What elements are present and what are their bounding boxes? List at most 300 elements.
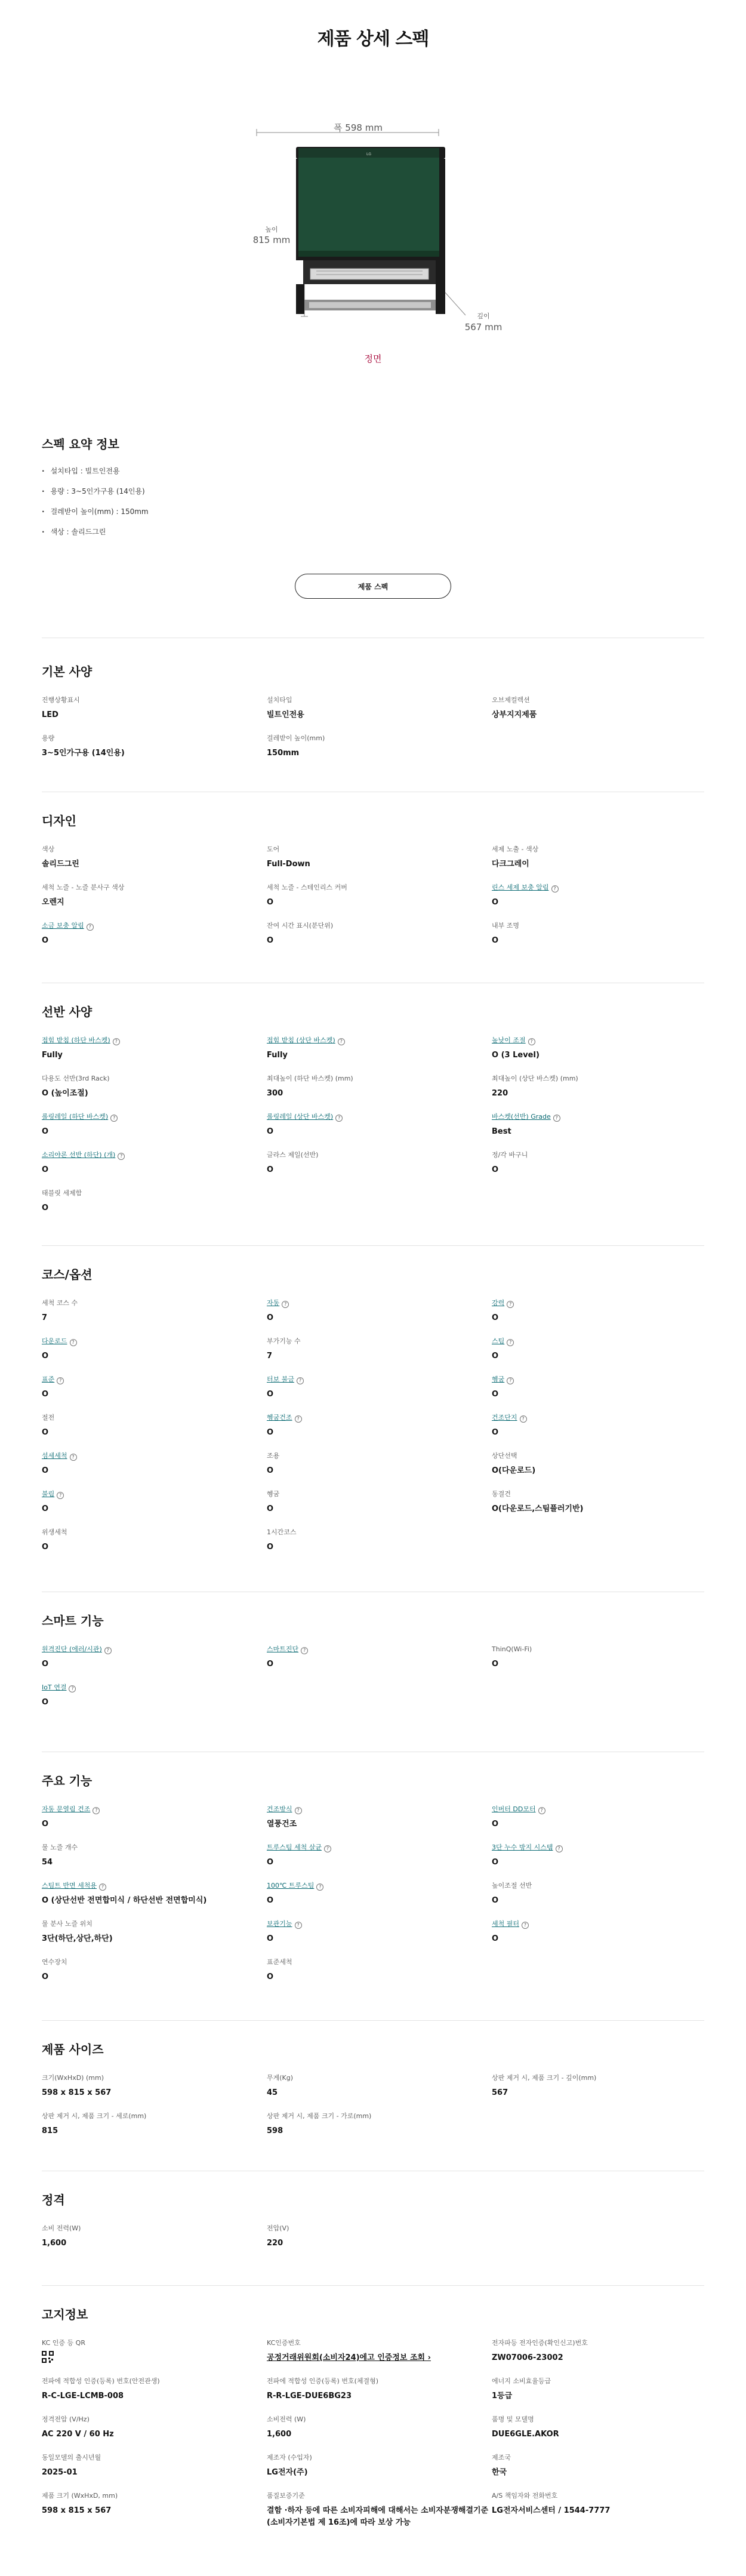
- spec-label-link[interactable]: [492, 1298, 704, 1309]
- spec-item: [42, 921, 267, 949]
- spec-value: 3단(하단,상단,하단): [42, 1934, 113, 1943]
- spec-value: O: [492, 1165, 499, 1174]
- spec-label: [42, 2491, 267, 2501]
- help-icon[interactable]: ?: [324, 1845, 331, 1852]
- spec-value: O: [492, 1313, 499, 1322]
- spec-value: O (상단선반 전면합미식 / 하단선반 전면합미식): [42, 1896, 207, 1905]
- spec-label-text: 설치타입: [267, 696, 292, 704]
- help-icon[interactable]: ?: [93, 1807, 100, 1814]
- spec-label-link[interactable]: [42, 1451, 267, 1461]
- spec-value: O: [267, 936, 274, 945]
- spec-item: [42, 1412, 267, 1441]
- spec-label: [267, 1150, 492, 1161]
- spec-item: [42, 1188, 267, 1217]
- spec-label: [267, 2223, 492, 2234]
- spec-value: 오렌지: [42, 898, 64, 907]
- spec-value: O: [267, 1428, 274, 1437]
- spec-item: [42, 2223, 267, 2252]
- spec-item: [267, 1451, 492, 1479]
- spec-label-link[interactable]: [492, 1336, 704, 1347]
- spec-label-text: 상판 제거 시, 제품 크기 - 가로(mm): [267, 2112, 372, 2120]
- spec-value: O: [42, 1127, 49, 1136]
- help-icon[interactable]: ?: [282, 1301, 289, 1308]
- spec-label-link[interactable]: [267, 1644, 492, 1655]
- spec-item: [492, 1150, 704, 1178]
- spec-label-text: 바스켓(선반) Grade: [492, 1113, 551, 1121]
- spec-label-text: 품질보증기준: [267, 2492, 305, 2500]
- spec-value: O: [42, 1352, 49, 1361]
- spec-value: O: [267, 1934, 274, 1943]
- spec-label-text: 스팀트 반면 세척용: [42, 1882, 97, 1889]
- spec-label-link[interactable]: [42, 1035, 267, 1046]
- spec-value: O: [267, 1466, 274, 1475]
- spec-label: [42, 882, 267, 893]
- section-title: 선반 사양: [42, 1005, 93, 1019]
- help-icon[interactable]: ?: [507, 1377, 514, 1384]
- spec-label-text: 세척 필터: [492, 1920, 520, 1928]
- spec-section-basic: [42, 663, 704, 762]
- spec-value: O: [42, 1972, 49, 1981]
- spec-value: O (3 Level): [492, 1051, 540, 1060]
- spec-item: [492, 1336, 704, 1365]
- spec-item: [42, 1682, 267, 1711]
- help-icon[interactable]: ?: [553, 1115, 560, 1122]
- spec-value: LG전자(주): [267, 2468, 308, 2477]
- spec-value: O: [42, 1165, 49, 1174]
- spec-label-text: 자동 문열림 건조: [42, 1805, 91, 1813]
- spec-label: [267, 882, 492, 893]
- help-icon[interactable]: ?: [295, 1922, 302, 1929]
- spec-label-text: IoT 연결: [42, 1684, 67, 1691]
- spec-label: [492, 1644, 704, 1655]
- spec-label-text: 접힘 받침 (하단 바스켓): [42, 1036, 110, 1044]
- divider: [42, 1245, 704, 1246]
- spec-value: Best: [492, 1127, 511, 1136]
- spec-label-link[interactable]: [492, 882, 704, 893]
- spec-label-text: 높이조절 선반: [492, 1882, 532, 1889]
- spec-label-text: 전자파등 전자인증(확인신고)번호: [492, 2339, 588, 2347]
- spec-item: [267, 1073, 492, 1102]
- spec-label-text: 전파에 적합성 인증(등록) 번호(안전관생): [42, 2377, 160, 2385]
- help-icon[interactable]: ?: [99, 1883, 106, 1891]
- spec-item: [492, 1298, 704, 1327]
- spec-item: [492, 2338, 704, 2366]
- spec-value: 598: [267, 2126, 283, 2135]
- spec-label: [42, 733, 267, 744]
- spec-label-text: 최대높이 (하단 바스켓) (mm): [267, 1075, 353, 1082]
- spec-item: [42, 882, 267, 911]
- spec-label: [492, 2414, 704, 2425]
- spec-value: O: [42, 936, 49, 945]
- spec-label: [42, 2414, 267, 2425]
- spec-label: [492, 2073, 704, 2083]
- spec-label-text: 도어: [267, 845, 280, 853]
- spec-item: [267, 1298, 492, 1327]
- spec-label-link[interactable]: [267, 1881, 492, 1891]
- spec-item: [492, 1919, 704, 1947]
- help-icon[interactable]: ?: [113, 1038, 120, 1045]
- spec-label: [42, 2338, 267, 2349]
- spec-label-text: 에너지 소비효율등급: [492, 2377, 551, 2385]
- spec-label-text: A/S 책임자와 전화번호: [492, 2492, 558, 2500]
- spec-value: ZW07006-23002: [492, 2353, 563, 2362]
- help-icon[interactable]: ?: [87, 924, 94, 931]
- spec-label-link[interactable]: [42, 1804, 267, 1815]
- spec-label-text: 상판 제거 시, 제품 크기 - 세로(mm): [42, 2112, 147, 2120]
- spec-summary: [42, 435, 704, 546]
- spec-item: [267, 1035, 492, 1064]
- spec-item: [42, 1336, 267, 1365]
- help-icon[interactable]: ?: [338, 1038, 345, 1045]
- spec-label-text: 스마트진단: [267, 1645, 299, 1653]
- spec-item: [492, 1451, 704, 1479]
- spec-value: 2025-01: [42, 2468, 78, 2477]
- spec-item: [42, 695, 267, 724]
- spec-value: O: [42, 1466, 49, 1475]
- spec-item: [267, 1527, 492, 1556]
- spec-label: [267, 695, 492, 706]
- section-title: 스마트 기능: [42, 1614, 104, 1628]
- help-icon[interactable]: ?: [70, 1454, 77, 1461]
- spec-value: O: [42, 1390, 49, 1399]
- spec-value: O: [492, 1934, 499, 1943]
- spec-item: [267, 1842, 492, 1871]
- spec-label-link[interactable]: [42, 1644, 267, 1655]
- spec-value: O: [267, 1660, 274, 1669]
- help-icon[interactable]: ?: [110, 1115, 118, 1122]
- spec-label-link[interactable]: [267, 1035, 492, 1046]
- spec-label-link[interactable]: [492, 1842, 704, 1853]
- spec-value: O: [42, 1820, 49, 1829]
- svg-text:LG: LG: [366, 152, 371, 156]
- spec-label-text: 걸레받이 높이(mm): [267, 734, 325, 742]
- spec-label: [267, 2111, 492, 2122]
- spec-value-link[interactable]: 공정거래위원회(소비자24)에고 인증정보 조회 ›: [267, 2353, 431, 2362]
- spec-label-text: 롤링레일 (하단 바스켓): [42, 1113, 109, 1121]
- spec-item: [267, 2376, 492, 2405]
- spec-item: [492, 1489, 704, 1518]
- spec-item: [492, 2414, 704, 2443]
- spec-label-text: 소비전력 (W): [267, 2415, 306, 2423]
- spec-label-text: 연수장치: [42, 1958, 67, 1966]
- spec-label-text: KC 인증 등 QR: [42, 2339, 85, 2347]
- spec-item: [42, 1842, 267, 1871]
- spec-value: O: [267, 1972, 274, 1981]
- spec-label-text: 소금 보충 알림: [42, 922, 84, 930]
- help-icon[interactable]: ?: [507, 1339, 514, 1346]
- depth-dimension-value: 567 mm: [464, 322, 503, 333]
- spec-label-link[interactable]: [492, 1112, 704, 1122]
- product-spec-button[interactable]: 제품 스펙: [295, 574, 451, 599]
- spec-value: 220: [267, 2239, 283, 2248]
- section-title: 정격: [42, 2193, 65, 2207]
- spec-label-link[interactable]: [42, 921, 267, 931]
- spec-label: [492, 921, 704, 931]
- spec-value: O: [492, 1660, 499, 1669]
- spec-grid: [42, 844, 704, 949]
- help-icon[interactable]: ?: [57, 1377, 64, 1384]
- spec-value: O: [267, 1313, 274, 1322]
- front-view-label: 정면: [364, 353, 382, 364]
- spec-label-text: 높낮이 조절: [492, 1036, 526, 1044]
- help-icon[interactable]: ?: [556, 1845, 563, 1852]
- spec-value: 815: [42, 2126, 58, 2135]
- help-icon[interactable]: ?: [335, 1115, 343, 1122]
- spec-label: [492, 1073, 704, 1084]
- spec-label-text: 원격진단 (에러/시관): [42, 1645, 102, 1653]
- spec-item: [267, 2338, 492, 2366]
- spec-item: [42, 1150, 267, 1178]
- spec-label-link[interactable]: [267, 1298, 492, 1309]
- spec-grid: [42, 1035, 704, 1217]
- spec-section-notice: [42, 2306, 704, 2527]
- spec-value: O (높이조절): [42, 1089, 88, 1098]
- spec-label-text: 절전: [42, 1414, 55, 1421]
- spec-summary-list: [42, 465, 704, 546]
- help-icon[interactable]: ?: [57, 1492, 64, 1499]
- spec-item: [492, 1035, 704, 1064]
- spec-label-text: 트루스팀 세척 살균: [267, 1843, 322, 1851]
- help-icon[interactable]: ?: [507, 1301, 514, 1308]
- help-icon[interactable]: ?: [316, 1883, 323, 1891]
- help-icon[interactable]: ?: [295, 1807, 302, 1814]
- spec-value: O(다운로드,스팀플러기반): [492, 1504, 584, 1513]
- spec-label-link[interactable]: [42, 1682, 267, 1693]
- spec-item: [42, 2414, 267, 2443]
- spec-label: [42, 844, 267, 855]
- spec-value: O: [267, 1858, 274, 1867]
- spec-item: [492, 2491, 704, 2519]
- spec-label-link[interactable]: [42, 1336, 267, 1347]
- spec-value: LG전자서비스센터 / 1544-7777: [492, 2506, 611, 2515]
- spec-label: [267, 1073, 492, 1084]
- spec-item: [267, 1112, 492, 1140]
- spec-label-text: 3단 누수 방지 시스템: [492, 1843, 553, 1851]
- spec-item: [492, 1374, 704, 1403]
- spec-value: Fully: [267, 1051, 288, 1060]
- spec-label-text: 린스 세제 보충 알림: [492, 884, 549, 891]
- spec-label: [42, 1298, 267, 1309]
- spec-item: [42, 2073, 267, 2101]
- spec-value: O: [267, 1504, 274, 1513]
- help-icon[interactable]: ?: [528, 1038, 535, 1045]
- spec-label: [492, 1150, 704, 1161]
- spec-label-text: 크기(WxHxD) (mm): [42, 2074, 104, 2082]
- spec-section-course: [42, 1266, 704, 1556]
- spec-value: 1,600: [42, 2239, 67, 2248]
- spec-label: [267, 733, 492, 744]
- spec-item: [42, 1919, 267, 1947]
- spec-value: O: [492, 1390, 499, 1399]
- spec-label-text: 터보 불금: [267, 1375, 295, 1383]
- spec-value: O: [42, 1504, 49, 1513]
- spec-label-link[interactable]: [492, 1804, 704, 1815]
- spec-label-text: 건조방식: [267, 1805, 292, 1813]
- spec-section-size: [42, 2041, 704, 2140]
- spec-label-link[interactable]: [492, 1374, 704, 1385]
- spec-label: [267, 2376, 492, 2387]
- spec-label-text: 접힘 받침 (상단 바스켓): [267, 1036, 335, 1044]
- spec-label: [267, 1527, 492, 1538]
- spec-grid: [42, 1298, 704, 1556]
- spec-value: O: [42, 1428, 49, 1437]
- help-icon[interactable]: ?: [70, 1339, 77, 1346]
- help-icon[interactable]: ?: [295, 1415, 302, 1423]
- spec-item: [492, 2376, 704, 2405]
- spec-label: [42, 1188, 267, 1199]
- spec-label-text: 태블릿 세제함: [42, 1189, 82, 1197]
- spec-label: [42, 1073, 267, 1084]
- spec-value: 300: [267, 1089, 283, 1098]
- spec-label-text: 세척 노즐 - 스테인리스 커버: [267, 884, 347, 891]
- help-icon[interactable]: ?: [297, 1377, 304, 1384]
- spec-label-link[interactable]: [42, 1150, 267, 1161]
- spec-value: O: [42, 1204, 49, 1212]
- spec-label-text: 표준: [42, 1375, 55, 1383]
- spec-item: [492, 2073, 704, 2101]
- spec-label-link[interactable]: [42, 1112, 267, 1122]
- spec-label-text: 강력: [492, 1299, 505, 1307]
- spec-label-link[interactable]: [492, 1035, 704, 1046]
- spec-label: [42, 2452, 267, 2463]
- spec-label-text: 표준세척: [267, 1958, 292, 1966]
- spec-value: O: [492, 898, 499, 907]
- spec-label-link[interactable]: [492, 1919, 704, 1929]
- spec-item: [267, 921, 492, 949]
- spec-item: [267, 844, 492, 873]
- spec-label-text: 다운로드: [42, 1337, 67, 1345]
- spec-grid: [42, 2338, 704, 2527]
- spec-label: [267, 1489, 492, 1500]
- spec-label-link[interactable]: [267, 1112, 492, 1122]
- spec-label-text: KC인증번호: [267, 2339, 301, 2347]
- spec-label: [267, 844, 492, 855]
- height-dimension-value: 815 mm: [252, 235, 291, 245]
- spec-value: Full-Down: [267, 860, 310, 869]
- spec-item: [42, 1527, 267, 1556]
- spec-label: [42, 695, 267, 706]
- help-icon[interactable]: ?: [551, 885, 559, 892]
- spec-label: [42, 1919, 267, 1929]
- spec-item: [492, 882, 704, 911]
- spec-label-text: 헹굼: [492, 1375, 505, 1383]
- spec-item: [42, 1957, 267, 1986]
- spec-item: [267, 695, 492, 724]
- depth-dimension-label: 깊이: [477, 312, 490, 320]
- spec-value: O: [42, 1660, 49, 1669]
- spec-item: [267, 1881, 492, 1909]
- spec-label-link[interactable]: [42, 1489, 267, 1500]
- spec-item: [267, 2223, 492, 2252]
- spec-value: 598 x 815 x 567: [42, 2088, 112, 2097]
- spec-label-link[interactable]: [267, 1919, 492, 1929]
- spec-label-text: 세척 노즐 - 노즐 분사구 색상: [42, 884, 125, 891]
- spec-value: O: [492, 1352, 499, 1361]
- spec-value: 3~5인가구용 (14인용): [42, 749, 125, 758]
- spec-label: [267, 1336, 492, 1347]
- spec-label-text: 상판 제거 시, 제품 크기 - 깊이(mm): [492, 2074, 597, 2082]
- spec-item: [267, 2111, 492, 2140]
- spec-summary-item: · 설치타입 : 빌트인전용: [42, 465, 704, 485]
- spec-label-text: 동일모델의 출시년월: [42, 2454, 101, 2461]
- spec-item: [492, 1804, 704, 1833]
- spec-value: O: [42, 1543, 49, 1552]
- spec-label-text: 소비 전력(W): [42, 2224, 81, 2232]
- spec-label-text: 전파에 적합성 인증(등록) 번호(체결형): [267, 2377, 379, 2385]
- spec-label-text: 물 분사 노즐 위치: [42, 1920, 93, 1928]
- spec-item: [267, 2452, 492, 2481]
- spec-item: [267, 1374, 492, 1403]
- spec-label-text: 보관기능: [267, 1920, 292, 1928]
- spec-label: [42, 1957, 267, 1968]
- spec-summary-item: · 용량 : 3~5인가구용 (14인용): [42, 485, 704, 506]
- spec-label-link[interactable]: [492, 1412, 704, 1423]
- spec-item: [267, 1150, 492, 1178]
- divider: [42, 2020, 704, 2021]
- help-icon[interactable]: ?: [522, 1922, 529, 1929]
- spec-label: [42, 2376, 267, 2387]
- spec-label: [42, 1842, 267, 1853]
- spec-value: AC 220 V / 60 Hz: [42, 2430, 114, 2439]
- spec-label-link[interactable]: [267, 1412, 492, 1423]
- spec-summary-item: · 걸레받이 높이(mm) : 150mm: [42, 506, 704, 526]
- section-title: 디자인: [42, 814, 76, 828]
- spec-value: R-R-LGE-DUE6BG23: [267, 2392, 352, 2400]
- help-icon[interactable]: ?: [301, 1647, 308, 1654]
- spec-label-link[interactable]: [42, 1374, 267, 1385]
- spec-label-link[interactable]: [267, 1804, 492, 1815]
- spec-item: [267, 1489, 492, 1518]
- spec-value: O: [492, 1820, 499, 1829]
- spec-item: [42, 733, 267, 762]
- spec-label-text: 동결건: [492, 1490, 511, 1498]
- qr-code-icon[interactable]: [42, 2351, 54, 2363]
- help-icon[interactable]: ?: [520, 1415, 527, 1423]
- spec-item: [267, 1919, 492, 1947]
- spec-label-text: ThinQ(Wi-Fi): [492, 1645, 532, 1653]
- spec-label-link[interactable]: [267, 1374, 492, 1385]
- spec-label-text: 인버터 DD모터: [492, 1805, 536, 1813]
- spec-item: [267, 1412, 492, 1441]
- spec-value: O: [42, 1698, 49, 1707]
- spec-label-link[interactable]: [267, 1842, 492, 1853]
- spec-item: [492, 1073, 704, 1102]
- spec-label-text: 100℃ 트루스팀: [267, 1882, 315, 1889]
- help-icon[interactable]: ?: [104, 1647, 112, 1654]
- help-icon[interactable]: ?: [538, 1807, 545, 1814]
- spec-section-design: [42, 812, 704, 949]
- spec-item: [492, 1112, 704, 1140]
- spec-item: [492, 921, 704, 949]
- spec-label: [42, 2073, 267, 2083]
- spec-label-link[interactable]: [42, 1881, 267, 1891]
- spec-item: [267, 2491, 492, 2527]
- spec-label: [267, 2491, 492, 2501]
- section-title: 코스/옵션: [42, 1267, 93, 1282]
- help-icon[interactable]: ?: [118, 1153, 125, 1160]
- spec-grid: [42, 2223, 704, 2252]
- spec-label-text: 섬세세척: [42, 1452, 67, 1460]
- spec-value: O(다운로드): [492, 1466, 536, 1475]
- spec-item: [267, 1336, 492, 1365]
- spec-item: [267, 733, 492, 762]
- spec-item: [267, 2414, 492, 2443]
- spec-value: 열풍건조: [267, 1820, 297, 1829]
- spec-item: [267, 2073, 492, 2101]
- spec-item: [492, 1412, 704, 1441]
- spec-label-text: 오브제컬렉션: [492, 696, 530, 704]
- help-icon[interactable]: ?: [69, 1685, 76, 1692]
